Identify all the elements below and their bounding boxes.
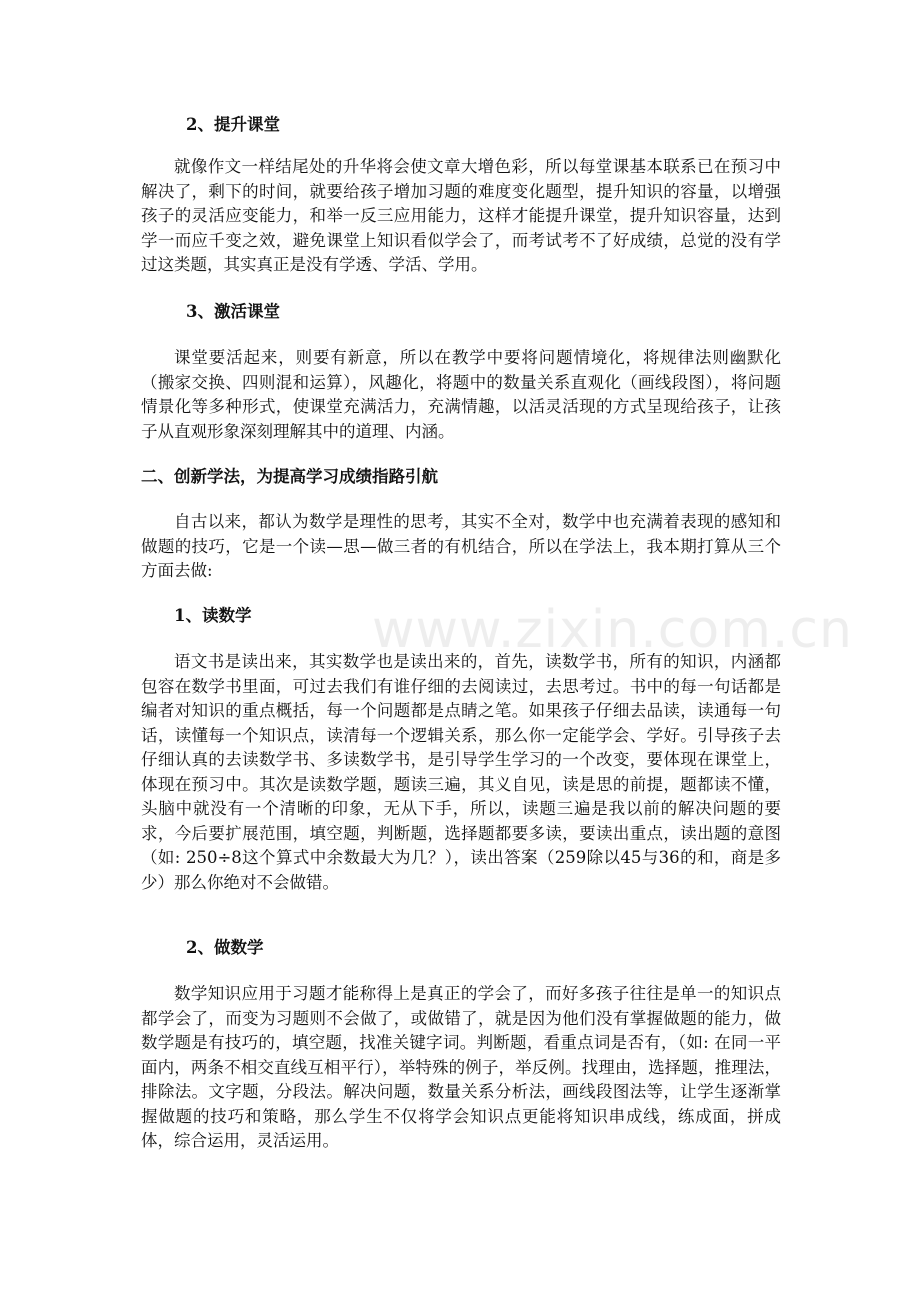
part-heading-innovate-learning: 二、创新学法，为提高学习成绩指路引航 [141, 467, 438, 486]
paragraph-improve-class: 就像作文一样结尾处的升华将会使文章大增色彩，所以每堂课基本联系已在预习中解决了，剩下的时间，就要给孩子增加习题的难度变化题型，提升知识的容量，以增强孩子的灵活应变能力，和举一反三应用能力，这样才能提升课堂，提升知识容量，达到学一而应千变之效，避免课堂上知识看似学会了，而考试考不了好成绩，总觉的没有学过这类题，其实真正是没有学透、学活、学用。 [141, 157, 781, 274]
paragraph-do-math: 数学知识应用于习题才能称得上是真正的学会了，而好多孩子往往是单一的知识点都学会了，而变为习题则不会做了，或做错了，就是因为他们没有掌握做题的能力，做数学题是有技巧的，填空题，找准关键字词。判断题，看重点词是否有，（如: 在同一平面内，两条不相交直线互相平行），举特殊的例子，举反例。找理由，选择题，推理法，排除法。文字题，分段法。解决问题，数量关系分析法，画线段图法等，让学生逐渐掌握做题的技巧和策略，那么学生不仅将学会知识点更能将知识串成线，练成面，拼成体，综合运用，灵活运用。 [141, 984, 781, 1150]
paragraph-learning-intro: 自古以来，都认为数学是理性的思考，其实不全对，数学中也充满着表现的感知和做题的技巧，它是一个读—思—做三者的有机结合，所以在学法上，我本期打算从三个方面去做: [141, 512, 781, 580]
paragraph-read-math: 语文书是读出来，其实数学也是读出来的，首先，读数学书，所有的知识，内涵都包容在数学书里面，可过去我们有谁仔细的去阅读过，去思考过。书中的每一句话都是编者对知识的重点概括，每一个问题都是点睛之笔。如果孩子仔细去品读，读通每一句话，读懂每一个知识点，读清每一个逻辑关系，那么你一定能学会、学好。引导孩子去仔细认真的去读数学书、多读数学书，是引导学生学习的一个改变，要体现在课堂上，体现在预习中。其次是读数学题，题读三遍，其义自见，读是思的前提，题都读不懂，头脑中就没有一个清晰的印象，无从下手，所以，读题三遍是我以前的解决问题的要求，今后要扩展范围，填空题，判断题，选择题都要多读，要读出重点，读出题的意图（如: 250÷8这个算式中余数最大为几？），读出答案（259除以45与36的和，商是多少）那么你绝对不会做错。 [141, 652, 781, 892]
section-heading-activate-class: 3、激活课堂 [186, 302, 280, 321]
section-heading-read-math: 1、读数学 [174, 606, 252, 625]
section-heading-improve-class: 2、提升课堂 [186, 115, 280, 134]
watermark: www.zixin.com.cn [372, 600, 853, 660]
paragraph-activate-class: 课堂要活起来，则要有新意，所以在教学中要将问题情境化，将规律法则幽默化（搬家交换、四则混和运算），风趣化，将题中的数量关系直观化（画线段图），将问题情景化等多种形式，使课堂充满活力，充满情趣，以活灵活现的方式呈现给孩子，让孩子从直观形象深刻理解其中的道理、内涵。 [141, 348, 781, 441]
section-heading-do-math: 2、做数学 [186, 938, 264, 957]
